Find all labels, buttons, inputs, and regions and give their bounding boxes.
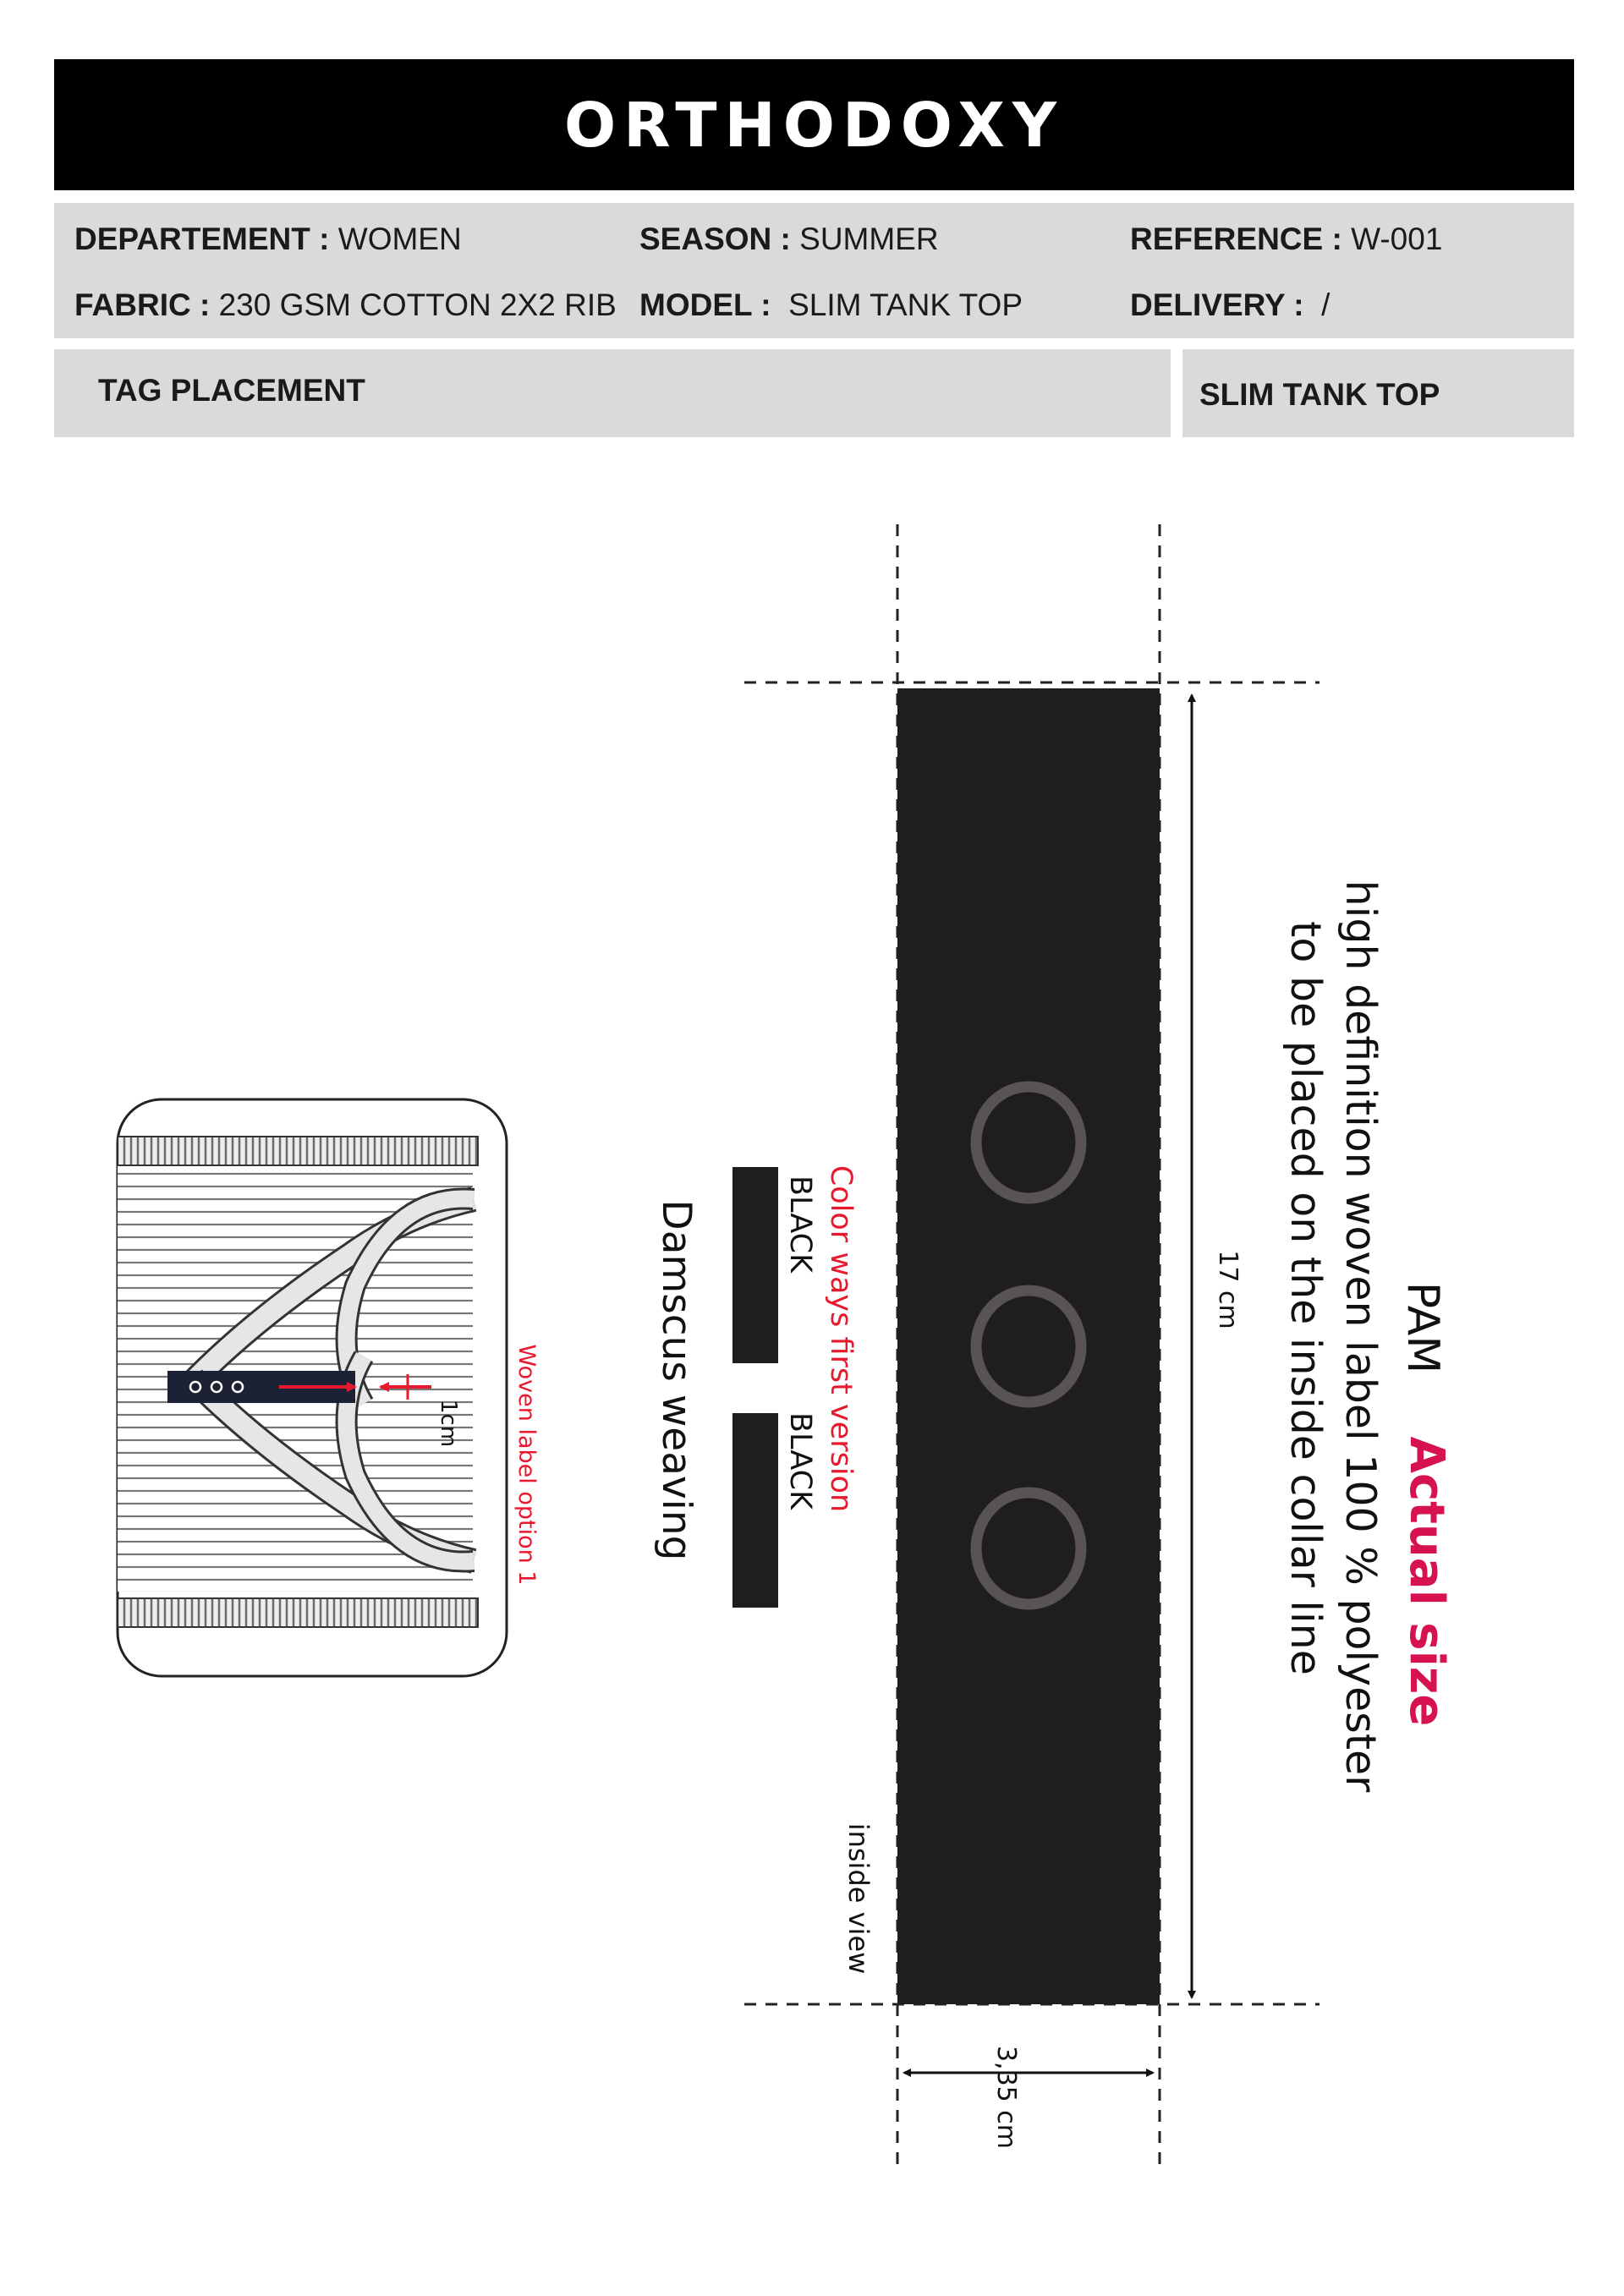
- actual-size-label: Actual size: [1399, 1436, 1454, 1727]
- brand-name: ORTHODOXY: [563, 89, 1065, 161]
- description-line-1: high definition woven label 100 % polyester: [1336, 879, 1385, 1793]
- swatch-1-label: BLACK: [783, 1175, 817, 1274]
- colorway-swatch-2: [732, 1413, 778, 1608]
- offset-label: 1cm: [436, 1400, 461, 1448]
- pam-label: PAM: [1397, 1281, 1448, 1374]
- department-field: DEPARTEMENT : WOMEN: [74, 222, 462, 256]
- product-name: SLIM TANK TOP: [1199, 377, 1440, 412]
- inside-view-label: inside view: [842, 1822, 875, 1975]
- height-label: 17 cm: [1213, 1250, 1243, 1329]
- garment-inside-view: [118, 1099, 507, 1676]
- swatch-2-label: BLACK: [783, 1412, 817, 1510]
- colorways-label: Color ways first version: [824, 1164, 858, 1513]
- season-field: SEASON : SUMMER: [639, 222, 939, 256]
- weaving-label: Damscus weaving: [653, 1199, 700, 1561]
- reference-field: REFERENCE : W-001: [1130, 222, 1443, 256]
- woven-label: [897, 688, 1160, 2004]
- woven-label-option: Woven label option 1: [513, 1344, 540, 1586]
- fabric-field: FABRIC : 230 GSM COTTON 2X2 RIB: [74, 288, 617, 322]
- model-field: MODEL : SLIM TANK TOP: [639, 288, 1023, 322]
- width-label: 3,35 cm: [991, 2045, 1021, 2150]
- delivery-field: DELIVERY : /: [1130, 288, 1330, 322]
- colorway-swatch-1: [732, 1167, 778, 1363]
- section-title: TAG PLACEMENT: [98, 373, 365, 408]
- description-line-2: to be placed on the inside collar line: [1281, 921, 1330, 1675]
